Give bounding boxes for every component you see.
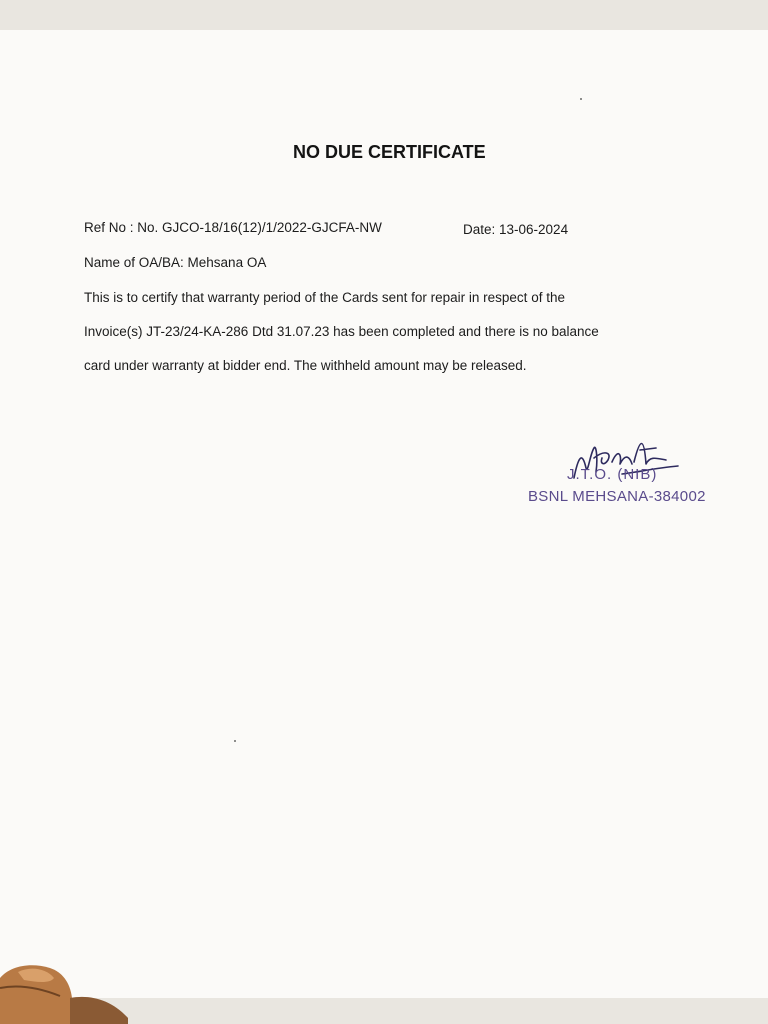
- paper-speck: [234, 740, 236, 742]
- reference-number: Ref No : No. GJCO-18/16(12)/1/2022-GJCFA-NW: [84, 220, 382, 235]
- certificate-title: NO DUE CERTIFICATE: [293, 142, 486, 162]
- thumb-photo-artifact: [0, 958, 130, 1024]
- body-line: Invoice(s) JT-23/24-KA-286 Dtd 31.07.23 has been completed and there is no balance: [84, 324, 599, 339]
- body-line: This is to certify that warranty period of the Cards sent for repair in respect of the: [84, 290, 565, 305]
- stamp-designation: J.T.O. (NIB): [567, 466, 658, 483]
- body-line: card under warranty at bidder end. The withheld amount may be released.: [84, 358, 527, 373]
- paper-speck: [580, 98, 582, 100]
- certificate-date: Date: 13-06-2024: [463, 222, 569, 237]
- certificate-page: [0, 30, 768, 998]
- office-name: Name of OA/BA: Mehsana OA: [84, 255, 267, 270]
- stamp-office: BSNL MEHSANA-384002: [528, 488, 706, 505]
